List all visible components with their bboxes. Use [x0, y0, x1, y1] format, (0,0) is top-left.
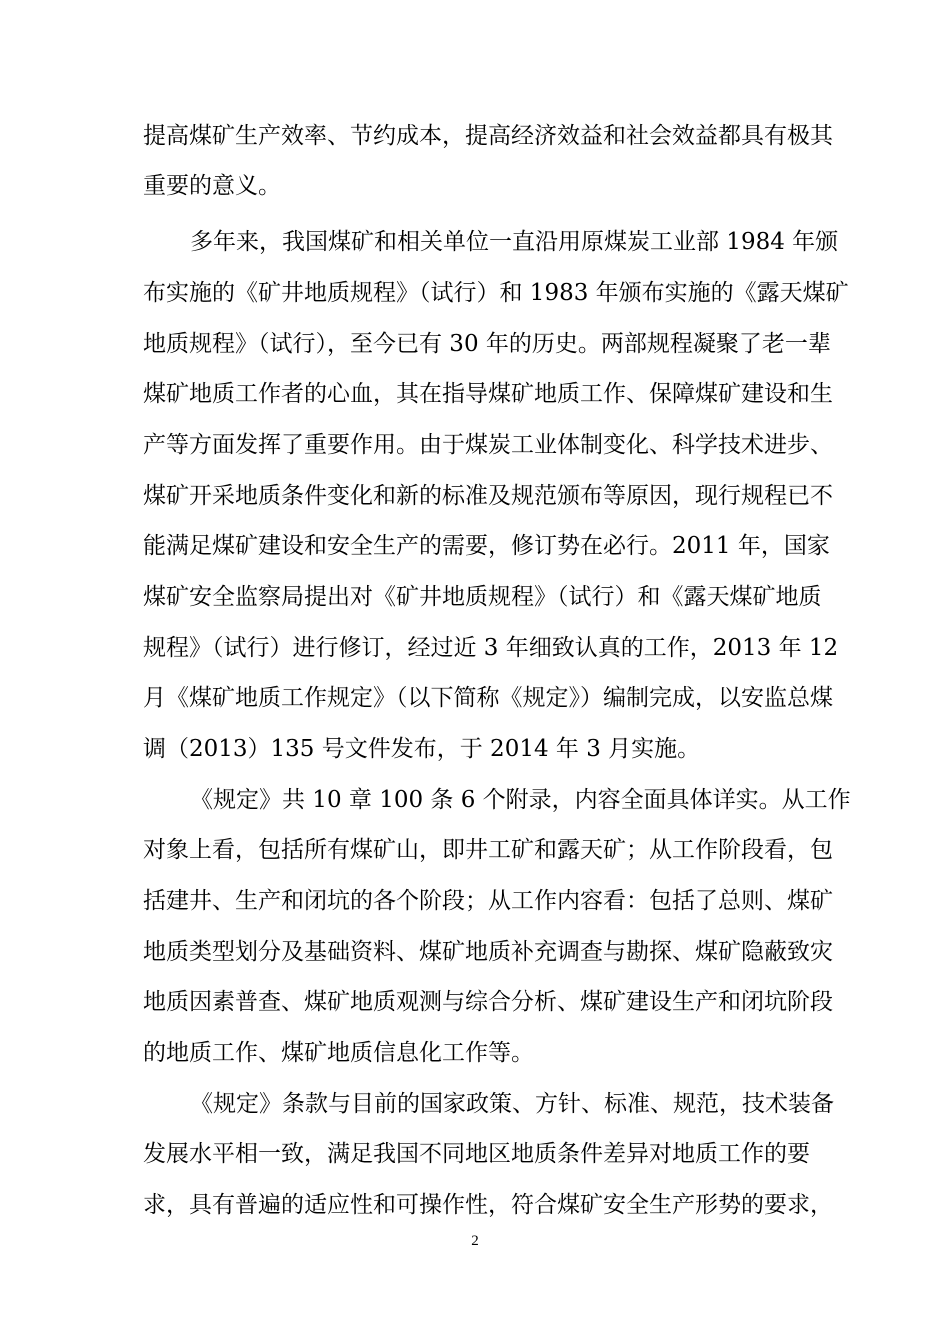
text-line: 地质类型划分及基础资料、煤矿地质补充调查与勘探、煤矿隐蔽致灾: [143, 939, 833, 965]
paragraph-first-line: 《规定》共 10 章 100 条 6 个附录，内容全面具体详实。从工作: [190, 787, 851, 813]
text-line: 煤矿安全监察局提出对《矿井地质规程》（试行）和《露天煤矿地质: [143, 584, 822, 610]
text-line: 对象上看，包括所有煤矿山，即井工矿和露天矿；从工作阶段看，包: [143, 837, 833, 863]
text-line: 煤矿开采地质条件变化和新的标准及规范颁布等原因，现行规程已不: [143, 483, 833, 509]
text-line: 地质规程》（试行），至今已有 30 年的历史。两部规程凝聚了老一辈: [143, 331, 831, 357]
page-number: 2: [471, 1233, 479, 1249]
text-line: 求，具有普遍的适应性和可操作性，符合煤矿安全生产形势的要求，: [143, 1192, 833, 1218]
text-line: 括建井、生产和闭坑的各个阶段；从工作内容看：包括了总则、煤矿: [143, 888, 833, 914]
paragraph-first-line: 多年来，我国煤矿和相关单位一直沿用原煤炭工业部 1984 年颁: [190, 229, 839, 255]
text-line: 发展水平相一致，满足我国不同地区地质条件差异对地质工作的要: [143, 1141, 810, 1167]
text-line: 调（2013）135 号文件发布，于 2014 年 3 月实施。: [143, 736, 701, 762]
paragraph-first-line: 《规定》条款与目前的国家政策、方针、标准、规范，技术装备: [190, 1091, 834, 1117]
text-line: 月《煤矿地质工作规定》（以下简称《规定》）编制完成，以安监总煤: [143, 685, 833, 711]
text-line: 能满足煤矿建设和安全生产的需要，修订势在必行。2011 年，国家: [143, 533, 830, 559]
text-line: 重要的意义。: [143, 173, 281, 199]
text-line: 煤矿地质工作者的心血，其在指导煤矿地质工作、保障煤矿建设和生: [143, 381, 833, 407]
text-line: 地质因素普查、煤矿地质观测与综合分析、煤矿建设生产和闭坑阶段: [143, 989, 833, 1015]
text-line: 产等方面发挥了重要作用。由于煤炭工业体制变化、科学技术进步、: [143, 432, 833, 458]
text-line: 的地质工作、煤矿地质信息化工作等。: [143, 1040, 534, 1066]
text-line: 规程》（试行）进行修订，经过近 3 年细致认真的工作，2013 年 12: [143, 635, 839, 661]
text-line: 布实施的《矿井地质规程》（试行）和 1983 年颁布实施的《露天煤矿: [143, 280, 849, 306]
text-line: 提高煤矿生产效率、节约成本，提高经济效益和社会效益都具有极其: [143, 123, 833, 149]
